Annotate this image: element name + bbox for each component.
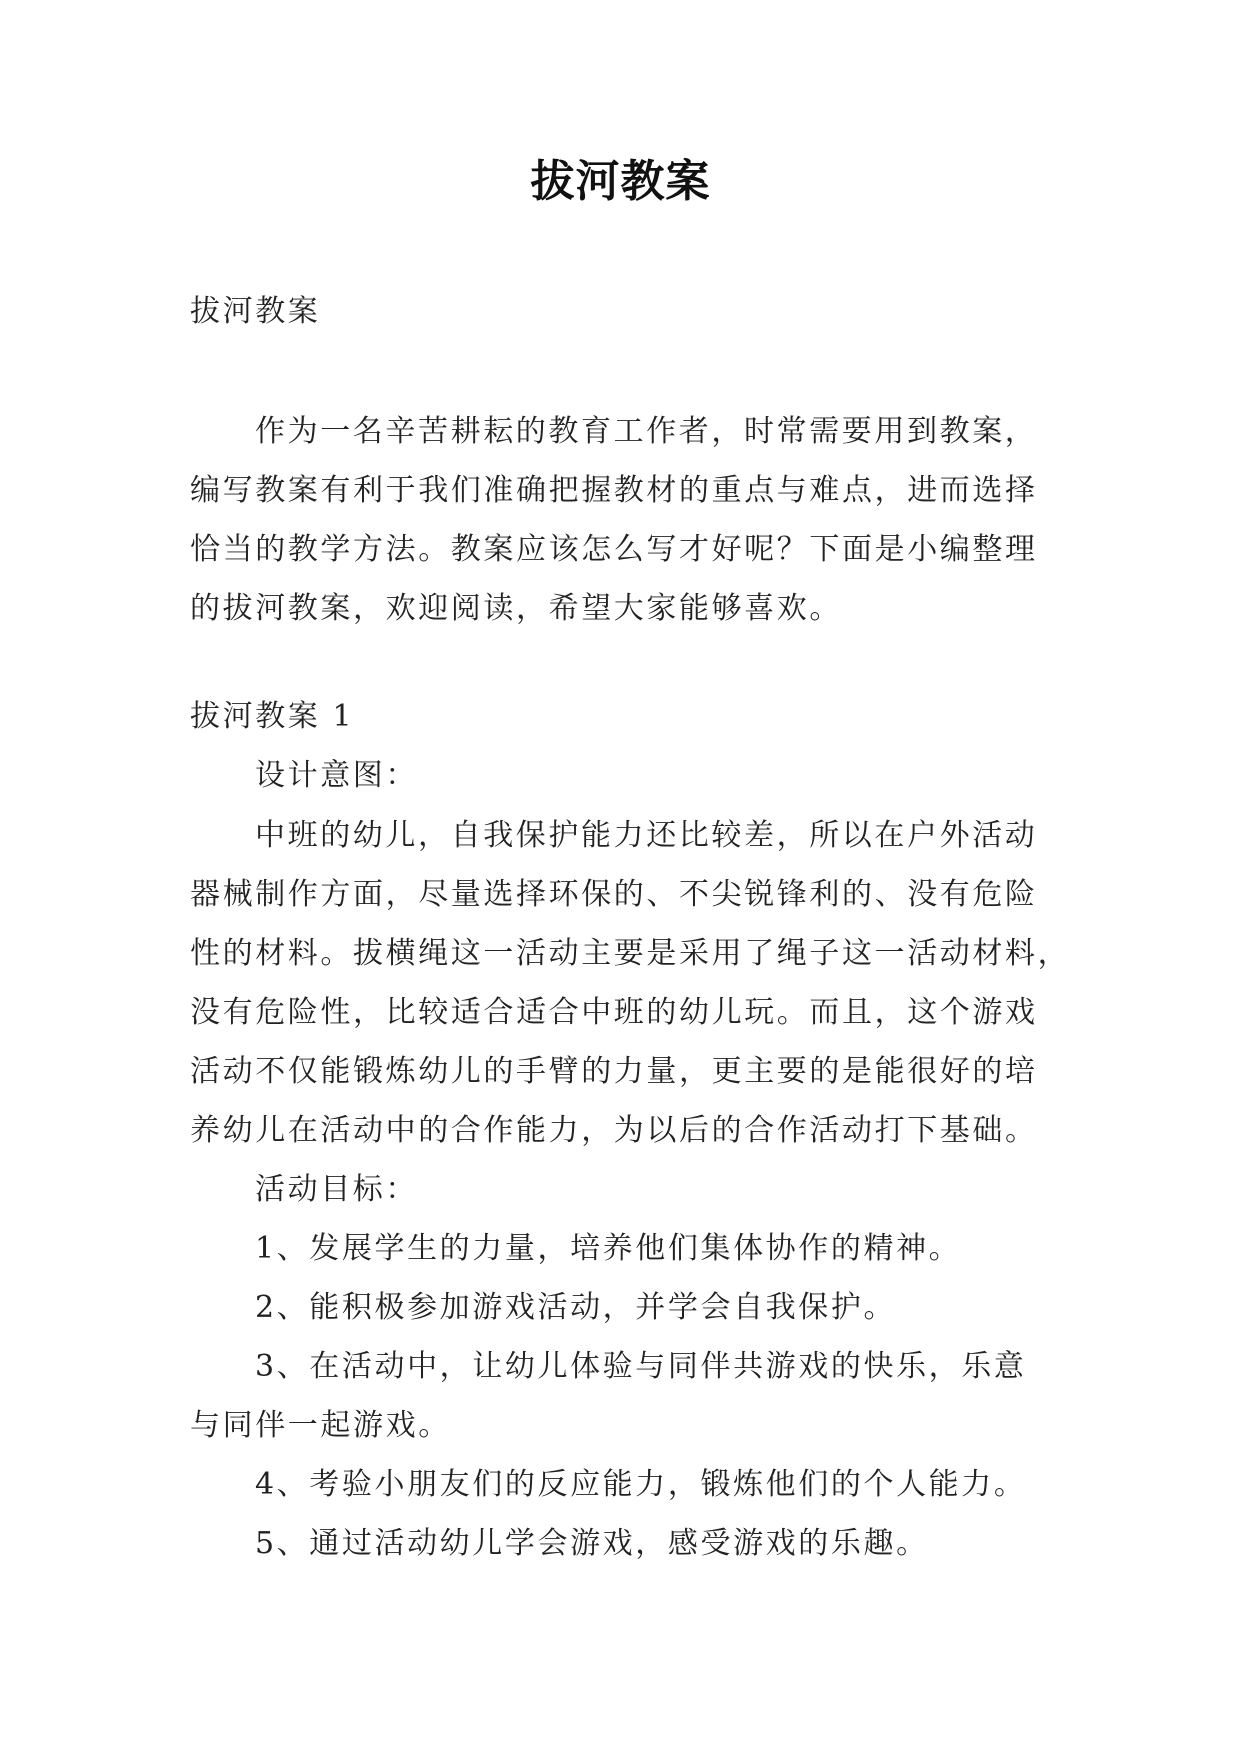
- design-line: 养幼儿在活动中的合作能力，为以后的合作活动打下基础。: [190, 1113, 1038, 1148]
- goal-line: 3、在活动中，让幼儿体验与同伴共游戏的快乐，乐意: [255, 1349, 1027, 1384]
- design-heading: 设计意图：: [255, 758, 418, 793]
- design-line: 活动不仅能锻炼幼儿的手臂的力量，更主要的是能很好的培: [190, 1054, 1038, 1089]
- goal-line: 5、通过活动幼儿学会游戏，感受游戏的乐趣。: [255, 1526, 929, 1561]
- intro-line: 恰当的教学方法。教案应该怎么写才好呢？下面是小编整理: [190, 532, 1038, 567]
- design-line: 中班的幼儿，自我保护能力还比较差，所以在户外活动: [255, 818, 1038, 853]
- section-heading: 拔河教案 1: [190, 699, 355, 734]
- goal-line: 4、考验小朋友们的反应能力，锻炼他们的个人能力。: [255, 1467, 1027, 1502]
- goal-line: 与同伴一起游戏。: [190, 1408, 451, 1443]
- document-subtitle: 拔河教案: [190, 294, 321, 329]
- design-line: 没有危险性，比较适合适合中班的幼儿玩。而且，这个游戏: [190, 995, 1038, 1030]
- goal-line: 2、能积极参加游戏活动，并学会自我保护。: [255, 1290, 897, 1325]
- design-line: 性的材料。拔横绳这一活动主要是采用了绳子这一活动材料，: [190, 936, 1071, 971]
- intro-line: 作为一名辛苦耕耘的教育工作者，时常需要用到教案，: [255, 414, 1038, 449]
- document-title: 拔河教案: [530, 156, 711, 207]
- goals-heading: 活动目标：: [255, 1172, 418, 1207]
- goal-line: 1、发展学生的力量，培养他们集体协作的精神。: [255, 1231, 962, 1266]
- intro-line: 的拔河教案，欢迎阅读，希望大家能够喜欢。: [190, 591, 842, 626]
- design-line: 器械制作方面，尽量选择环保的、不尖锐锋利的、没有危险: [190, 877, 1038, 912]
- intro-line: 编写教案有利于我们准确把握教材的重点与难点，进而选择: [190, 473, 1038, 508]
